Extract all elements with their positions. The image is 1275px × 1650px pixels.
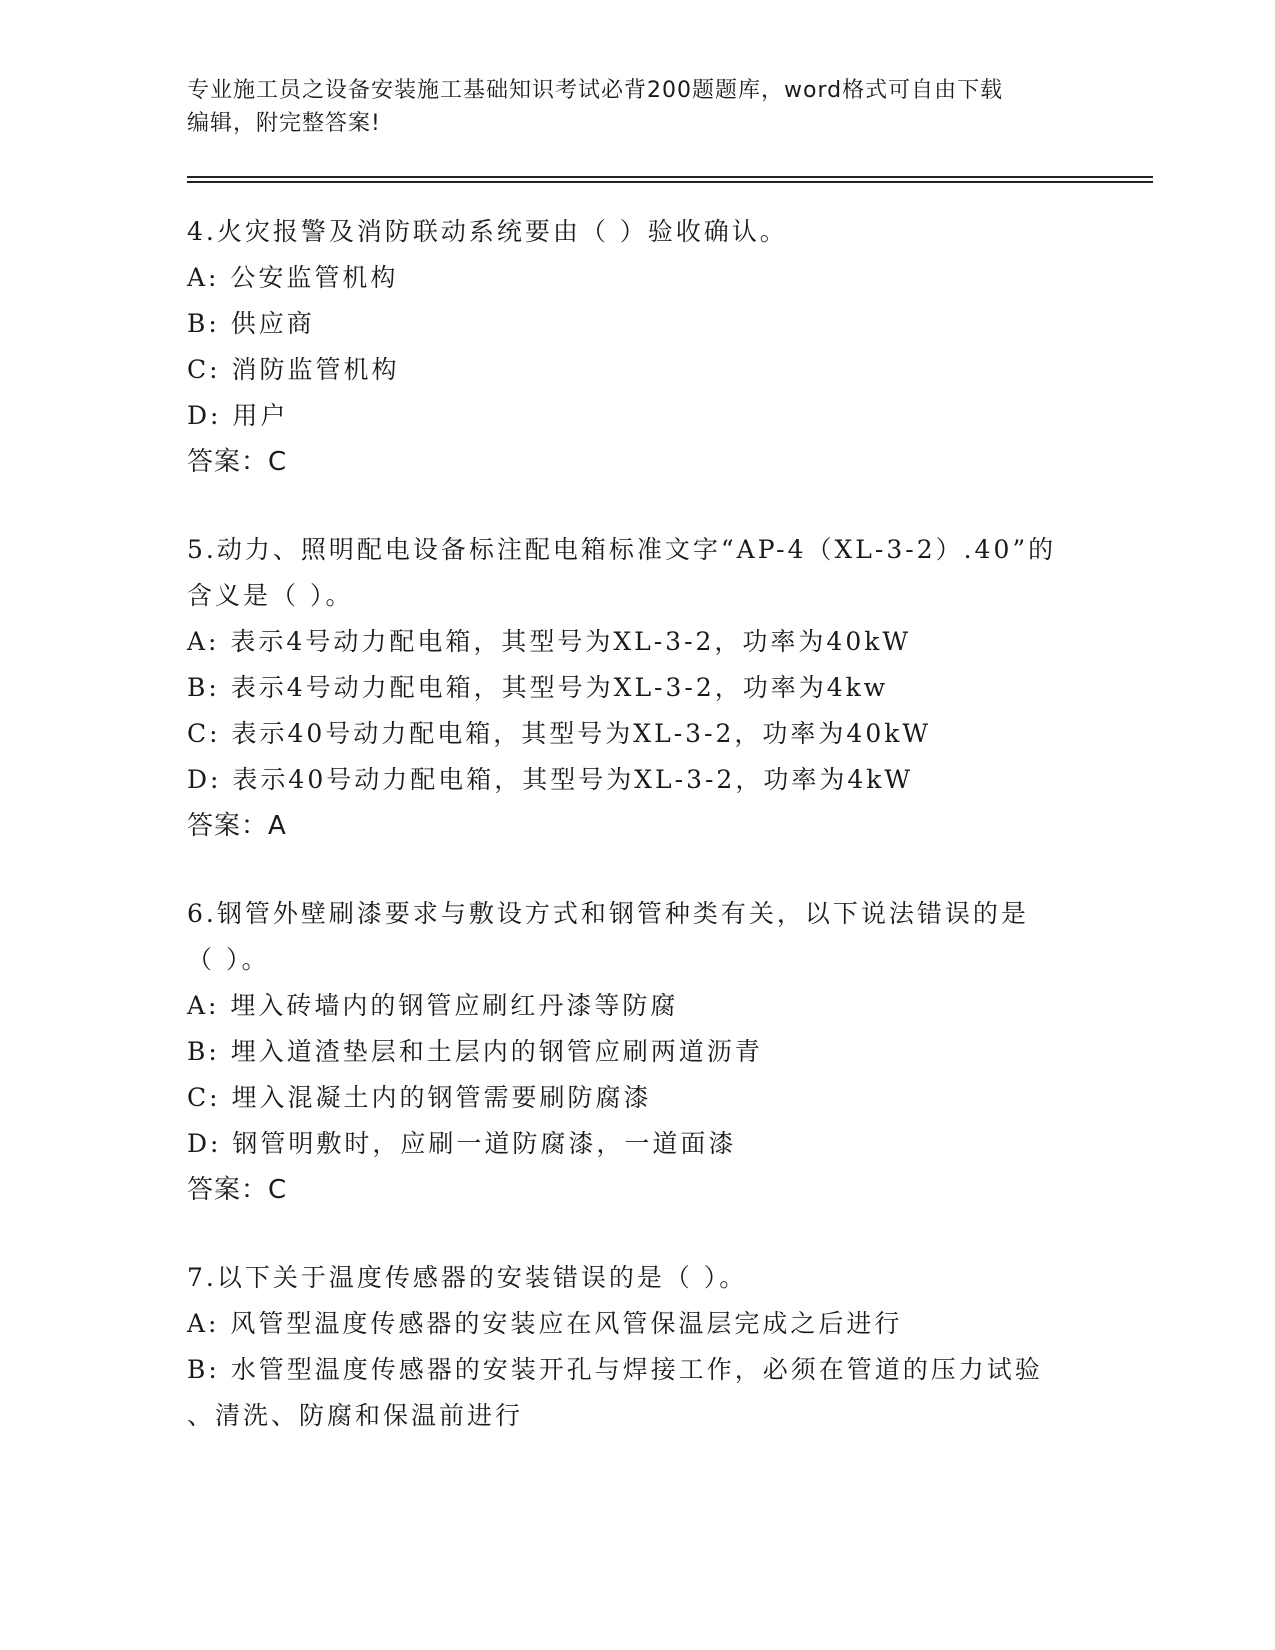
option-d: D: 表示40号动力配电箱，其型号为XL-3-2，功率为4kW bbox=[187, 765, 914, 794]
question-6 bbox=[187, 891, 1087, 1213]
option-b: B: 埋入道渣垫层和土层内的钢管应刷两道沥青 bbox=[187, 1037, 763, 1066]
question-stem: 7.以下关于温度传感器的安装错误的是（ ）。 bbox=[187, 1263, 748, 1292]
question-list bbox=[187, 209, 1087, 1439]
header-divider-top bbox=[187, 176, 1153, 178]
option-d: D: 用户 bbox=[187, 401, 289, 430]
document-header bbox=[187, 74, 1087, 140]
answer-line: 答案：C bbox=[187, 447, 288, 477]
answer-line: 答案：C bbox=[187, 1175, 288, 1205]
question-7 bbox=[187, 1255, 1087, 1439]
header-line-2: 编辑，附完整答案! bbox=[187, 111, 381, 136]
option-b: B: 供应商 bbox=[187, 309, 315, 338]
option-a: A: 表示4号动力配电箱，其型号为XL-3-2，功率为40kW bbox=[187, 627, 912, 656]
answer-line: 答案：A bbox=[187, 811, 287, 841]
option-a: A: 埋入砖墙内的钢管应刷红丹漆等防腐 bbox=[187, 991, 679, 1020]
option-b: B: 表示4号动力配电箱，其型号为XL-3-2，功率为4kw bbox=[187, 673, 889, 702]
option-b: B: 水管型温度传感器的安装开孔与焊接工作，必须在管道的压力试验 bbox=[187, 1355, 1043, 1384]
header-line-1: 专业施工员之设备安装施工基础知识考试必背200题题库，word格式可自由下载 bbox=[187, 78, 1004, 103]
question-4 bbox=[187, 209, 1087, 485]
option-b-continued: 、清洗、防腐和保温前进行 bbox=[187, 1401, 524, 1430]
question-5 bbox=[187, 527, 1087, 849]
header-divider-bottom bbox=[187, 181, 1153, 183]
option-a: A: 风管型温度传感器的安装应在风管保温层完成之后进行 bbox=[187, 1309, 903, 1338]
option-c: C: 表示40号动力配电箱，其型号为XL-3-2，功率为40kW bbox=[187, 719, 932, 748]
option-c: C: 埋入混凝土内的钢管需要刷防腐漆 bbox=[187, 1083, 652, 1112]
question-stem-continued: （ ）。 bbox=[187, 945, 270, 974]
option-a: A: 公安监管机构 bbox=[187, 263, 399, 292]
option-d: D: 钢管明敷时，应刷一道防腐漆，一道面漆 bbox=[187, 1129, 737, 1158]
question-stem: 5.动力、照明配电设备标注配电箱标准文字“AP-4（XL-3-2）.40”的 bbox=[187, 535, 1057, 564]
question-stem: 4.火灾报警及消防联动系统要由（ ）验收确认。 bbox=[187, 217, 788, 246]
option-c: C: 消防监管机构 bbox=[187, 355, 400, 384]
question-stem: 6.钢管外壁刷漆要求与敷设方式和钢管种类有关，以下说法错误的是 bbox=[187, 899, 1029, 928]
question-stem-continued: 含义是（ ）。 bbox=[187, 581, 354, 610]
